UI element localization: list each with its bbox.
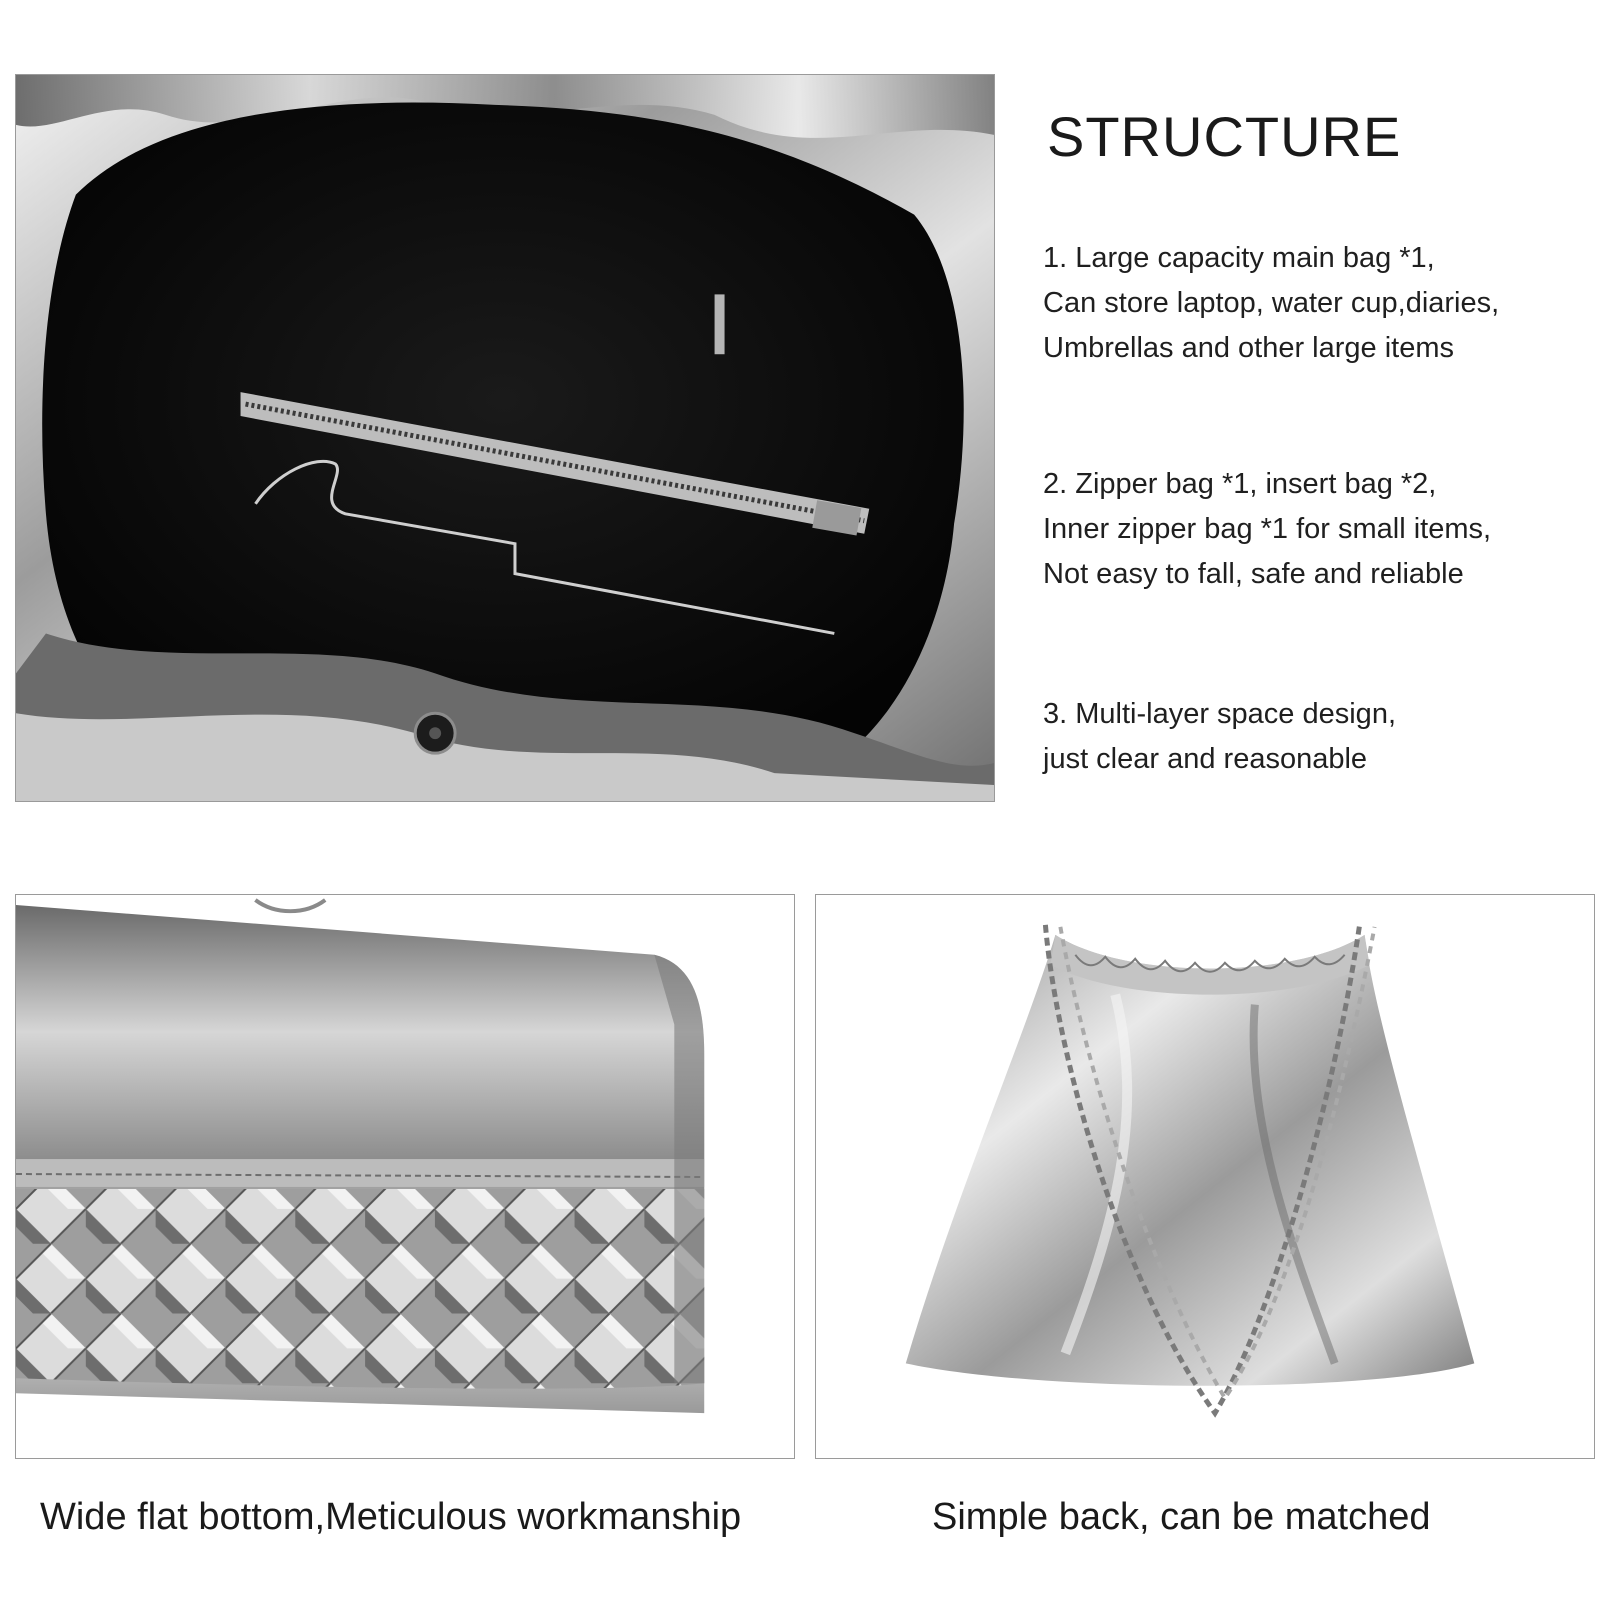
- feature-line: Can store laptop, water cup,diaries,: [1043, 287, 1500, 319]
- bag-back-photo: [815, 894, 1595, 1459]
- bag-interior-illustration: [16, 75, 994, 801]
- caption-bottom-detail: Wide flat bottom,Meticulous workmanship: [40, 1496, 742, 1538]
- feature-line: just clear and reasonable: [1043, 743, 1368, 775]
- feature-line: Umbrellas and other large items: [1043, 332, 1455, 364]
- feature-layers: [1043, 692, 1588, 782]
- feature-capacity: [1043, 236, 1588, 371]
- feature-line: Inner zipper bag *1 for small items,: [1043, 513, 1492, 545]
- feature-line: 2. Zipper bag *1, insert bag *2,: [1043, 468, 1437, 500]
- structure-title: STRUCTURE: [1047, 105, 1402, 168]
- caption-back-view: Simple back, can be matched: [932, 1496, 1431, 1538]
- feature-line: 3. Multi-layer space design,: [1043, 698, 1396, 730]
- bag-back-illustration: [816, 895, 1594, 1458]
- bag-bottom-illustration: [16, 895, 794, 1458]
- feature-pockets: [1043, 462, 1588, 597]
- bag-bottom-photo: [15, 894, 795, 1459]
- bag-interior-photo: [15, 74, 995, 802]
- feature-line: Not easy to fall, safe and reliable: [1043, 558, 1464, 590]
- feature-line: 1. Large capacity main bag *1,: [1043, 242, 1435, 274]
